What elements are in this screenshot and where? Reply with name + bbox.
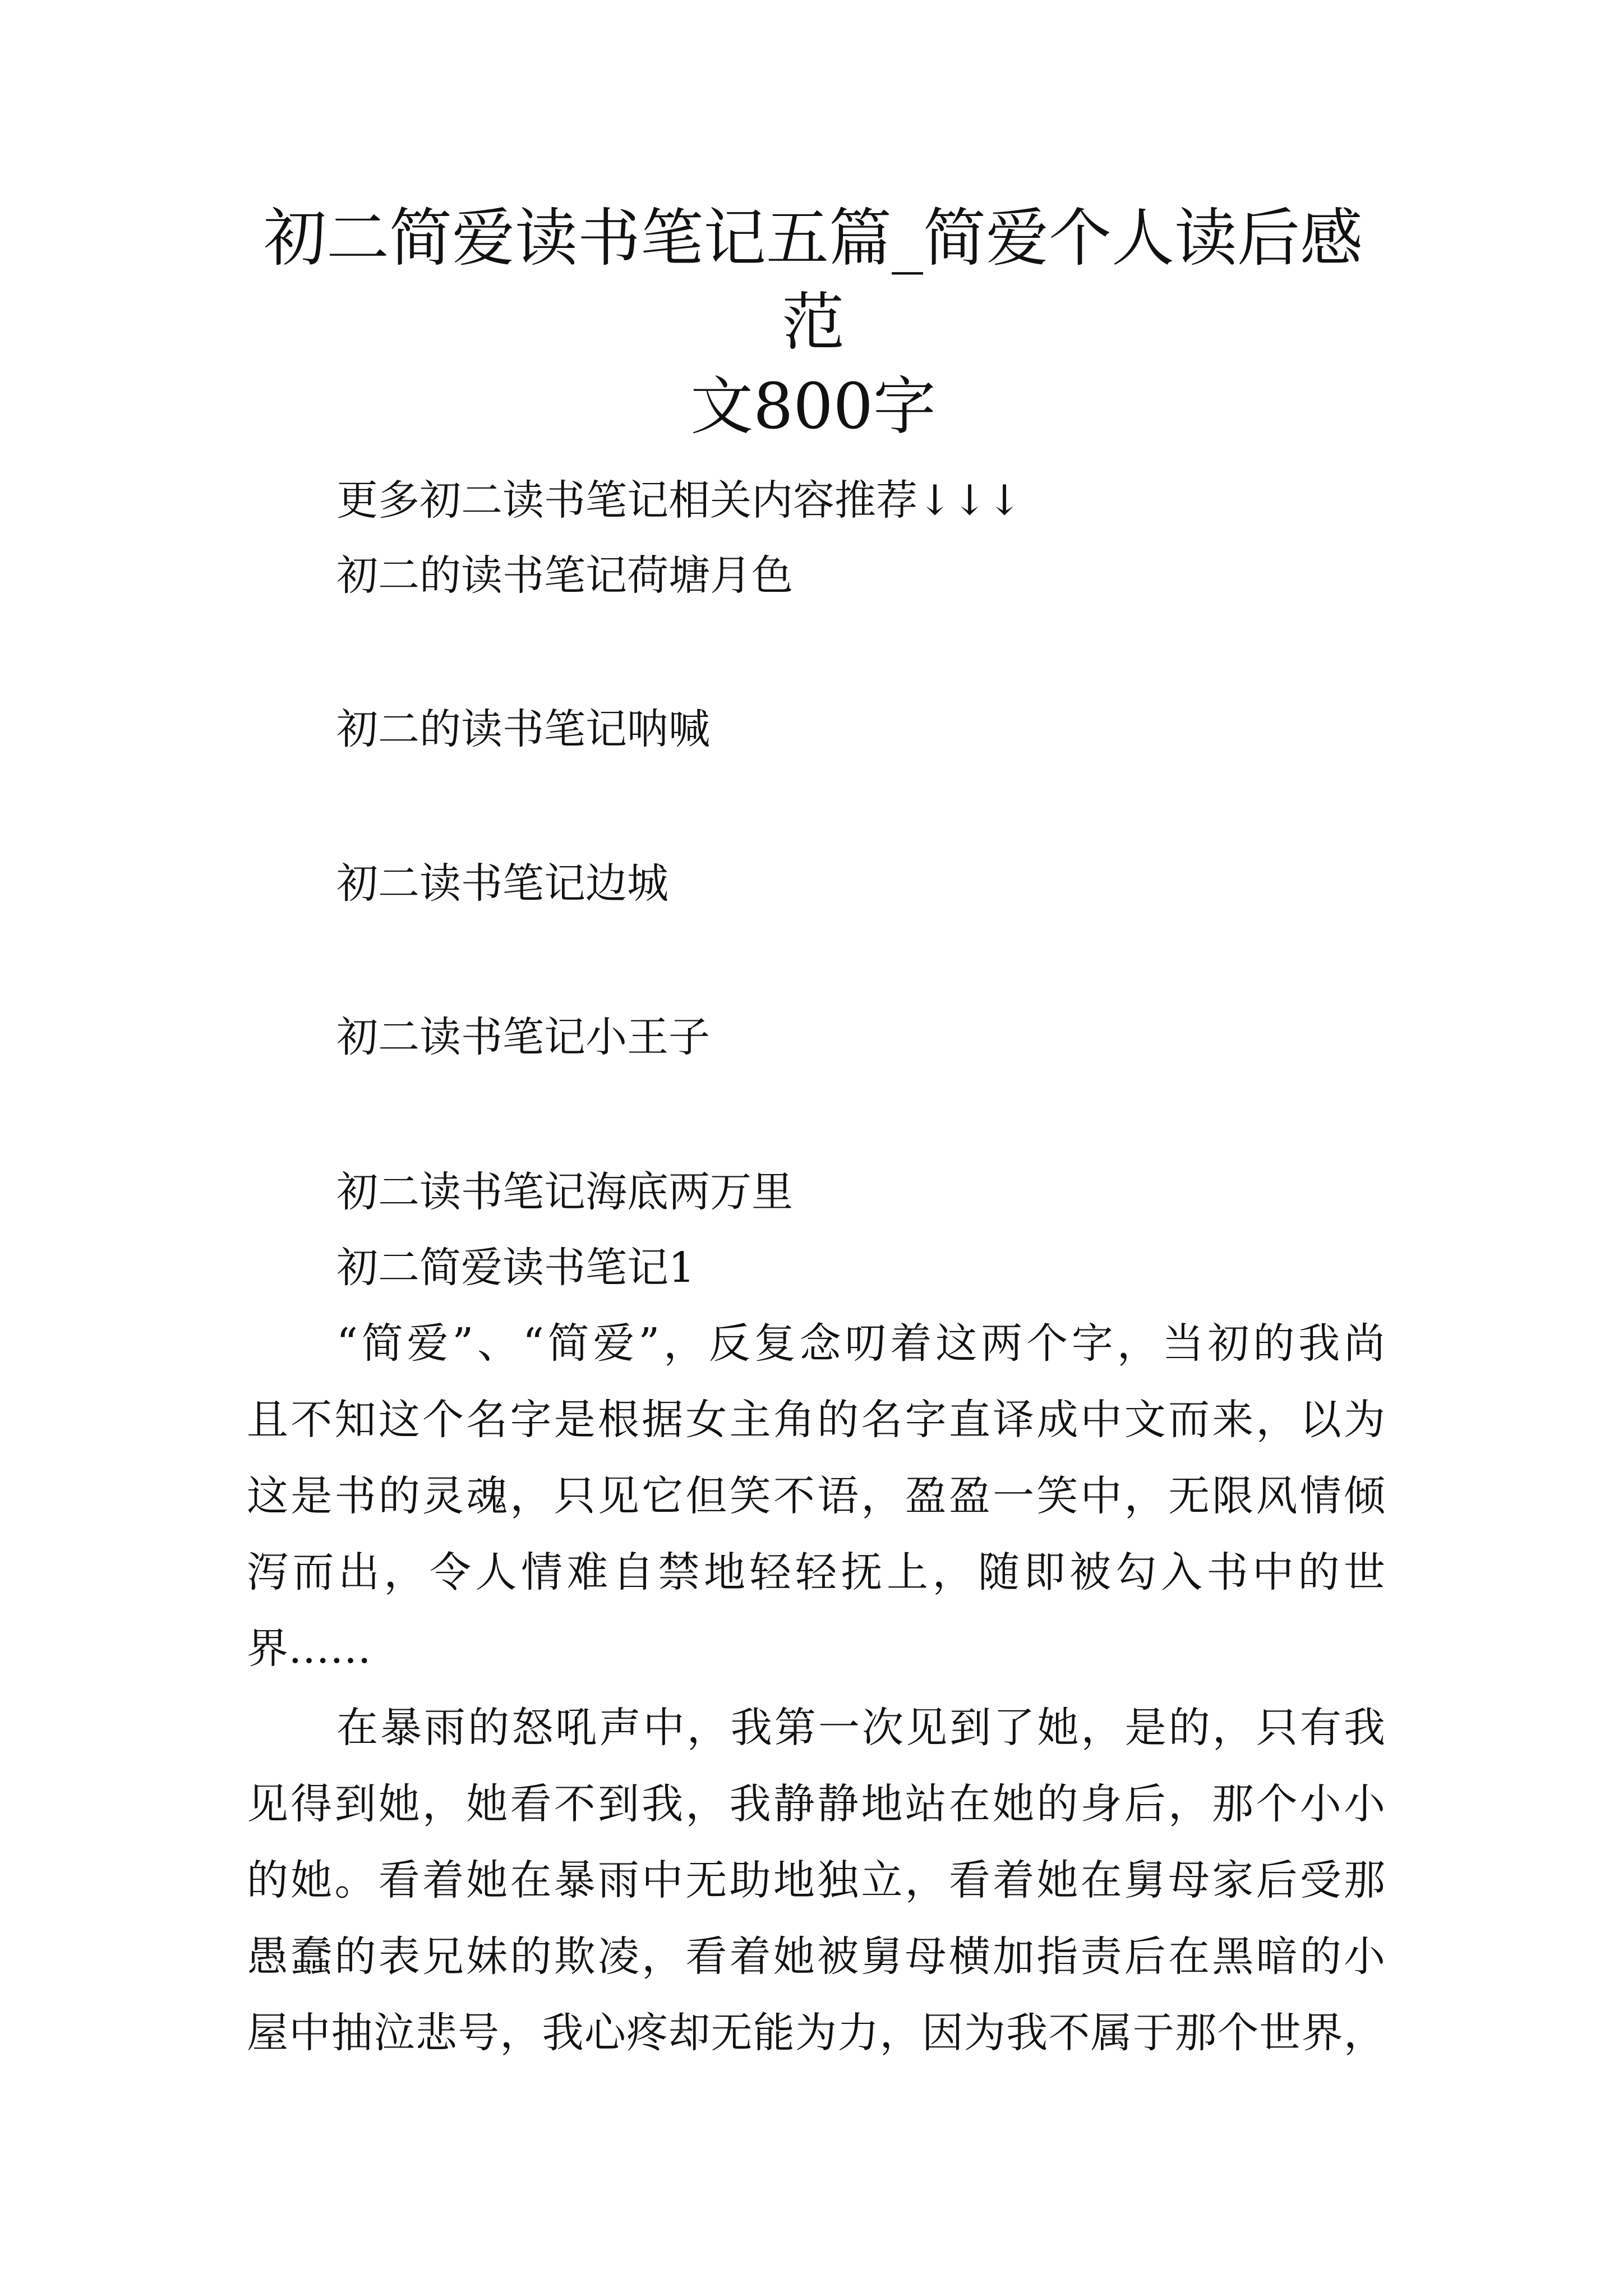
paragraph-2-line-2: 见得到她，她看不到我，我静静地站在她的身后，那个小小 [247, 1780, 1385, 1828]
paragraph-1-line-3: 这是书的灵魂，只见它但笑不语，盈盈一笑中，无限风情倾 [247, 1472, 1385, 1520]
related-link-4[interactable]: 初二读书笔记小王子 [336, 1013, 710, 1061]
related-link-3[interactable]: 初二读书笔记边城 [336, 859, 668, 908]
paragraph-2-line-5: 屋中抽泣悲号，我心疼却无能为力，因为我不属于那个世界， [247, 2009, 1385, 2057]
related-link-1[interactable]: 初二的读书笔记荷塘月色 [336, 551, 793, 600]
paragraph-1-line-4: 泻而出，令人情难自禁地轻轻抚上，随即被勾入书中的世 [247, 1548, 1385, 1596]
recommend-intro: 更多初二读书笔记相关内容推荐↓↓↓ [336, 476, 1022, 524]
paragraph-1-line-2: 且不知这个名字是根据女主角的名字直译成中文而来，以为 [247, 1396, 1385, 1444]
title-line-2: 文800字 [690, 370, 936, 443]
document-title [247, 196, 1380, 449]
paragraph-2-line-3: 的她。看着她在暴雨中无助地独立，看着她在舅母家后受那 [247, 1856, 1385, 1904]
paragraph-2-line-1: 在暴雨的怒吼声中，我第一次见到了她，是的，只有我 [336, 1704, 1385, 1752]
related-link-5[interactable]: 初二读书笔记海底两万里 [336, 1168, 793, 1216]
related-link-2[interactable]: 初二的读书笔记呐喊 [336, 705, 710, 753]
paragraph-2-line-4: 愚蠢的表兄妹的欺凌，看着她被舅母横加指责后在黑暗的小 [247, 1932, 1385, 1981]
paragraph-1-line-1: “简爱”、“简爱”，反复念叨着这两个字，当初的我尚 [336, 1319, 1385, 1368]
section-heading: 初二简爱读书笔记1 [336, 1244, 695, 1292]
paragraph-1-line-5: 界…… [247, 1625, 371, 1673]
title-line-1: 初二简爱读书笔记五篇_简爱个人读后感范 [264, 202, 1363, 359]
